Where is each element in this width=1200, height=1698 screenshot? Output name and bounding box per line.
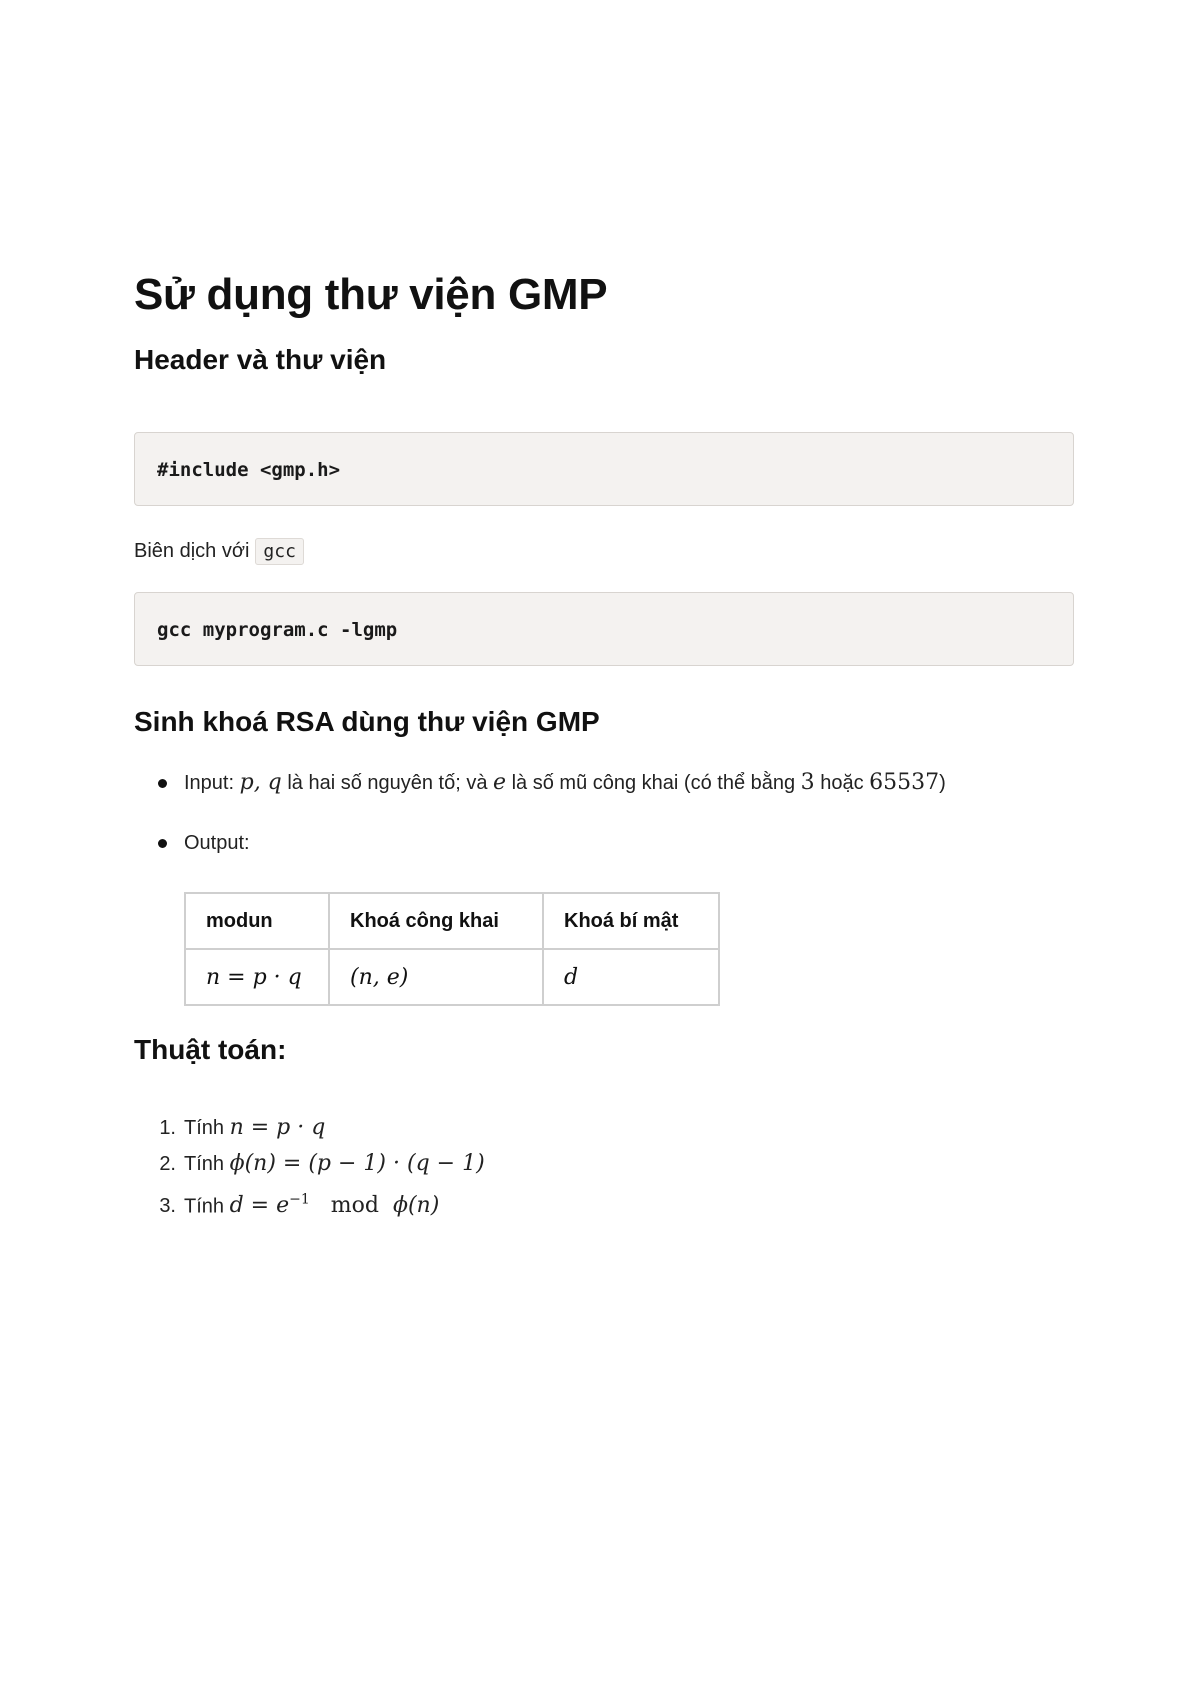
list-item-output [134,830,946,890]
step-formula [230,1193,440,1218]
code-block-include: #include <gmp.h> [134,432,1074,506]
formula-phi: ϕ(n) [392,1193,440,1219]
section-heading-rsa: Sinh khoá RSA dùng thư viện GMP [134,706,600,737]
list-item-step [134,1182,485,1218]
table-header-cell: Khoá bí mật [543,893,719,949]
input-label: Input: [184,772,235,794]
code-block-compile: gcc myprogram.c -lgmp [134,592,1074,666]
step-number: 3. [159,1195,176,1218]
table-header-cell: modun [185,893,329,949]
math-private-key: d [564,964,579,990]
output-label: Output: [184,832,250,854]
list-item-step [134,1146,485,1182]
input-text-1: là hai số nguyên tố; và [281,772,494,794]
math-3: 3 [800,770,815,795]
formula-sup: −1 [289,1192,310,1208]
math-public-key: (n, e) [350,964,409,990]
table-cell [329,949,543,1005]
list-item-step [134,1110,485,1146]
table-header-cell: Khoá công khai [329,893,543,949]
table-cell [543,949,719,1005]
compile-paragraph [134,540,304,563]
step-verb: Tính [184,1195,225,1218]
math-modulus: n = p · q [206,964,302,990]
step-formula: n = p · q [229,1115,326,1140]
formula-main: d = e [229,1193,290,1219]
inline-code-gcc: gcc [255,538,304,565]
step-verb: Tính [184,1153,225,1175]
compile-text: Biên dịch với [134,540,250,562]
formula-mod: mod [330,1193,379,1219]
list-item-input [134,770,946,830]
bullet-dot-icon [158,779,167,788]
rsa-bullet-list [134,770,946,890]
math-pq: p, q [239,770,282,795]
input-or: hoặc [814,772,870,794]
step-number: 2. [159,1153,176,1175]
step-verb: Tính [184,1117,225,1139]
table-row [185,949,719,1005]
input-text-2: là số mũ công khai (có thể bằng [506,772,801,794]
algorithm-steps [134,1110,485,1218]
table-cell [185,949,329,1005]
math-e: e [493,770,507,795]
step-number: 1. [159,1117,176,1139]
step-formula: ϕ(n) = (p − 1) · (q − 1) [229,1151,485,1176]
section-heading-algorithm: Thuật toán: [134,1034,287,1065]
input-close: ) [939,772,946,794]
math-65537: 65537 [869,770,940,795]
section-heading-header: Header và thư viện [134,344,387,375]
bullet-dot-icon [158,839,167,848]
page-title: Sử dụng thư viện GMP [134,270,608,319]
output-table [184,892,720,1006]
table-header-row [185,893,719,949]
